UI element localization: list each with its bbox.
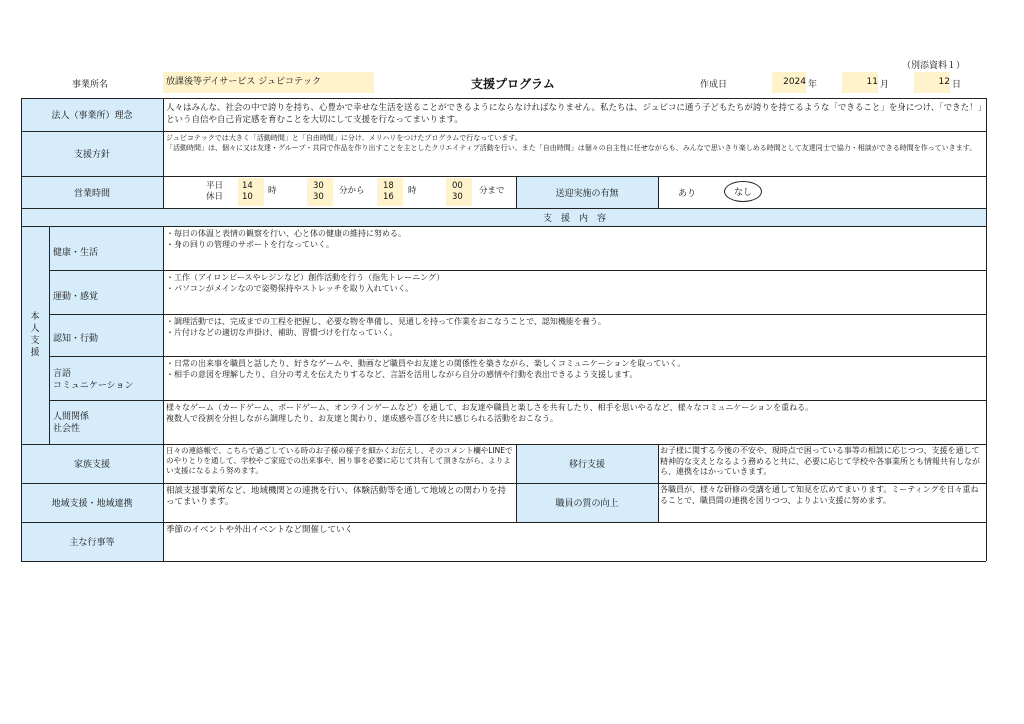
day-value: 12: [914, 72, 950, 93]
hours-label: 営業時間: [73, 188, 110, 199]
weekday-label: 平日: [206, 181, 224, 191]
end-hour-weekday: 18: [383, 181, 394, 191]
transport-label: 送迎実施の有無: [555, 188, 619, 199]
transition-label: 移行支援: [568, 460, 605, 470]
holiday-label: 休日: [206, 192, 224, 202]
transport-yes: あり: [678, 189, 697, 199]
hour-unit-2: 時: [408, 186, 417, 196]
transport-no-circled: なし: [724, 181, 762, 202]
support-header: 支 援 内 容: [542, 214, 606, 224]
staff-label: 職員の質の向上: [555, 499, 619, 509]
office-label: 事業所名: [72, 80, 109, 90]
support-row-label-language: 言語 コミュニケーション: [53, 369, 134, 391]
support-row-text-language: ・日常の出来事を職員と話したり、好きなゲームや、動画など職員やお友達との関係性を築きながら、楽しくコミュニケーションを取っていく。 ・相手の意図を理解したり、自分の考えを伝えたりするなど、言語を活用しながら自分の感情や行動を表出できるよう支援します。: [166, 359, 686, 379]
end-hour-holiday: 16: [383, 192, 394, 202]
policy-text: ジュピコテックでは大きく「活動時間」と「自由時間」に分け、メリハリをつけたプログラムで行なっています。 「活動時間」は、個々に又は友達・グループ・共同で作品を作り出すことを主としたクリエイティブ活動を行い、また「自由時間」は個々の自主性に任せながらも、みんなで思いきり楽しめる時間として友達同士で協力・相談ができる時間を作っていきます。: [166, 134, 977, 152]
office-name: 放課後等デイサービス ジュピコテック: [163, 72, 374, 93]
month-value: 11: [842, 72, 878, 93]
support-row-text-cognition: ・調理活動では、完成までの工程を把握し、必要な物を準備し、見通しを持って作業をおこなうことで、認知機能を養う。 ・片付けなどの適切な声掛け、補助、習慣づけを行なっていく。: [166, 317, 606, 337]
from-label: 分から: [339, 186, 365, 196]
start-min-holiday: 30: [313, 192, 324, 202]
events-label: 主な行事等: [69, 538, 115, 548]
family-text: 日々の連絡帳で、こちらで過ごしている時のお子様の様子を細かくお伝えし、そのコメント欄やLINEでのやりとりを通して、学校やご家庭での出来事や、困り事を必要に応じて共有して頂きながら、よりよい支援になるよう努めます。: [166, 446, 513, 475]
community-text: 相談支援事業所など、地域機関との連携を行い、体験活動等を通して地域との関わりを持ってまいります。: [166, 486, 507, 507]
support-row-text-motor: ・工作（アイロンビースやレジンなど）創作活動を行う（指先トレーニング） ・パソコンがメインなので姿勢保持やストレッチを取り入れていく。: [166, 273, 445, 293]
support-row-label-social: 人間関係 社会性: [53, 412, 90, 434]
support-row-text-health: ・毎日の体温と表情の観察を行い、心と体の健康の維持に努める。 ・身の回りの管理のサポートを行なっていく。: [166, 229, 406, 249]
year-unit: 年: [808, 80, 818, 90]
page-title: 支援プログラム: [471, 77, 555, 91]
start-min-weekday: 30: [313, 181, 324, 191]
self-support-side-label: 本 人 支 援: [30, 312, 40, 358]
end-min-weekday: 00: [452, 181, 463, 191]
policy-label: 支援方針: [73, 150, 110, 160]
staff-text: 各職員が、様々な研修の受講を通して知見を広めてまいります。ミーティングを日々重ねることで、職員間の連携を図りつつ、よりよい支援に努めます。: [660, 485, 979, 505]
annex-note: （別添資料１）: [902, 61, 966, 71]
month-unit: 月: [880, 80, 890, 90]
date-label: 作成日: [700, 80, 728, 90]
start-hour-weekday: 14: [242, 181, 253, 191]
philosophy-text: 人々はみんな、社会の中で誇りを持ち、心豊かで幸せな生活を送ることができるようにならなければなりません。私たちは、ジュピコに通う子どもたちが誇りを持てるような「できること」を身につけ、「できた！」という自信や自己肯定感を育むことを大切にして支援を行なってまいります。: [166, 103, 982, 125]
day-unit: 日: [952, 80, 962, 90]
events-text: 季節のイベントや外出イベントなど開催していく: [166, 525, 354, 535]
family-label: 家族支援: [73, 460, 110, 470]
end-min-holiday: 30: [452, 192, 463, 202]
community-label: 地域支援・地域連携: [51, 499, 133, 509]
year-value: 2024: [772, 72, 806, 93]
support-row-label-cognition: 認知・行動: [53, 334, 99, 344]
support-row-text-social: 様々なゲーム（カードゲーム、ボードゲーム、オンラインゲームなど）を通して、お友達や職員と楽しさを共有したり、相手を思いやるなど、様々なコミュニケーションを重ねる。 複数人で役割を分担しながら調理したり、お友達と関わり、達成感や喜びを共に感じられる活動をおこなう。: [166, 403, 814, 423]
philosophy-label: 法人（事業所）理念: [51, 111, 133, 121]
support-row-label-motor: 運動・感覚: [53, 292, 99, 302]
start-hour-holiday: 10: [242, 192, 253, 202]
until-label: 分まで: [479, 186, 505, 196]
transition-text: お子様に関する今後の不安や、現時点で困っている事等の相談に応じつつ、支援を通して精神的な支えとなるよう務めると共に、必要に応じて学校や各事業所とも情報共有しながら、連携をはかっていきます。: [660, 446, 980, 476]
hour-unit-1: 時: [268, 186, 277, 196]
support-row-label-health: 健康・生活: [53, 248, 99, 258]
